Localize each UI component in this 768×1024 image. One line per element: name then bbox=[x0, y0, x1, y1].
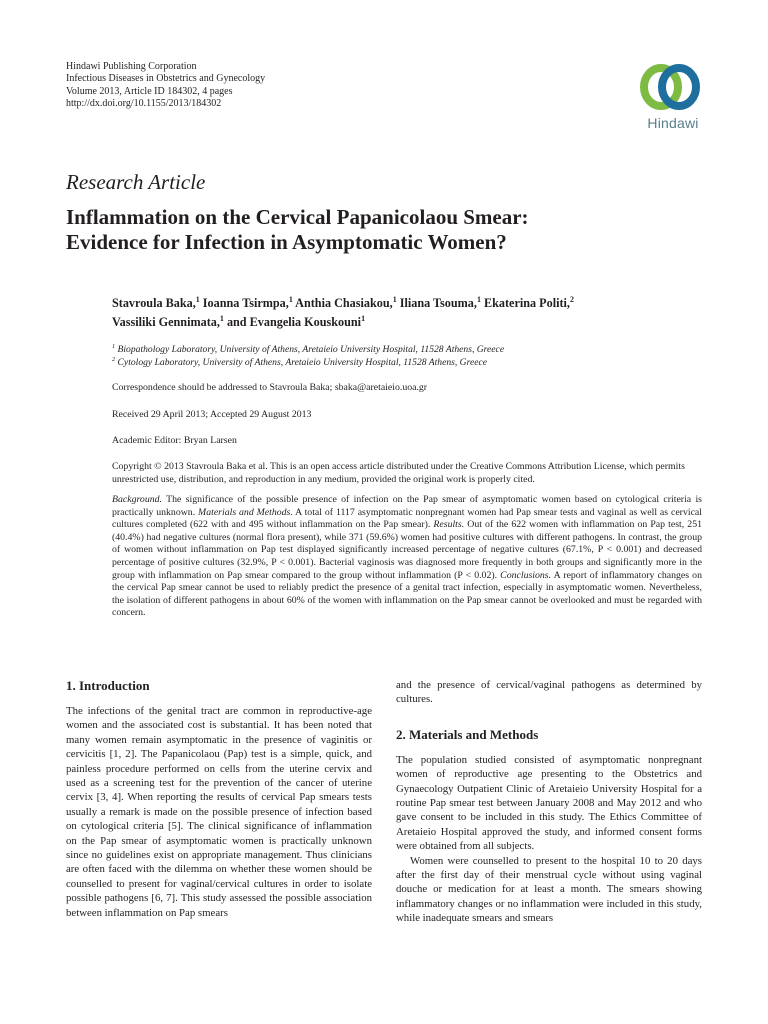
author: Stavroula Baka,$^1$ bbox=[112, 294, 200, 310]
affiliation: $^2$ Cytology Laboratory, University of Athens, Aretaieio University Hospital, 11528 Athens, Greece bbox=[112, 355, 488, 368]
author: and Evangelia Kouskouni$^1$ bbox=[226, 313, 366, 329]
abstract-label: Conclusions. bbox=[500, 569, 552, 581]
paper-title bbox=[66, 205, 706, 255]
methods-paragraph-1: The population studied consisted of asymptomatic nonpregnant women of reproductive age presenting to the Obstetrics and Gynaecology Outpatient Clinic of Aretaieio University Hospital for a routine Pap smear test between January 2008 and May 2012 and who gave consent to be included in this study. The Ethics Committee of Aretaieio Hospital approved the study, and informed consent forms were obtained from all subjects. bbox=[396, 753, 702, 853]
affiliations bbox=[112, 343, 712, 369]
author-list bbox=[112, 294, 712, 332]
journal-info bbox=[66, 61, 265, 111]
title-line-2: Evidence for Infection in Asymptomatic Women? bbox=[66, 230, 507, 254]
article-type: Research Article bbox=[66, 170, 206, 194]
abstract-label: Background. bbox=[112, 494, 162, 505]
hindawi-logo-icon bbox=[630, 58, 710, 118]
volume-info: Volume 2013, Article ID 184302, 4 pages bbox=[66, 85, 233, 97]
hindawi-logo-text: Hindawi bbox=[647, 115, 699, 131]
author: Iliana Tsouma,$^1$ bbox=[399, 294, 481, 310]
right-column bbox=[396, 678, 702, 926]
journal-name: Infectious Diseases in Obstetrics and Gynecology bbox=[66, 73, 266, 85]
continued-paragraph: and the presence of cervical/vaginal pathogens as determined by cultures. bbox=[396, 679, 702, 706]
doi-link[interactable]: http://dx.doi.org/10.1155/2013/184302 bbox=[66, 98, 222, 110]
affiliation: $^1$ Biopathology Laboratory, University of Athens, Aretaieio University Hospital, 11528 Athens, Greece bbox=[112, 342, 505, 355]
abstract-label: Results. bbox=[433, 519, 465, 531]
intro-paragraph: The infections of the genital tract are common in reproductive-age women and the associated cost is substantial. It has been noted that many women remain asymptomatic in the presence of vaginitis or cervicitis [1, 2]. The Papanicolaou (Pap) test is a simple, quick, and painless procedure performed on cells from the uterine cervix and used as a screening test for the prevention of the cancer of uterine cervix [3, 4]. When reporting the results of cervical Pap smears tests usually a remark is made on the possible presence of infection based on cytological criteria [5]. The clinical significance of inflammation on the Pap smear of asymptomatic women is practically unknown since no guidelines exist on appropriate management. Thus clinicians are often faced with the dilemma on whether these women should be counselled to present for vaginal/cervical cultures in order to isolate possible pathogens [6, 7]. This study assessed the possible association between inflammation on Pap smears bbox=[66, 705, 372, 919]
left-column bbox=[66, 678, 372, 920]
received-dates: Received 29 April 2013; Accepted 29 August 2013 bbox=[112, 409, 312, 420]
title-line-1: Inflammation on the Cervical Papanicolaou Smear: bbox=[66, 205, 529, 229]
abstract-text: A total of 1117 asymptomatic nonpregnant women had Pap smear tests and vaginal as well as cervical cultures completed (622 with and 495 without inflammation on the Pap smear). bbox=[112, 506, 702, 531]
copyright-notice: Copyright © 2013 Stavroula Baka et al. This is an open access article distributed under the Creative Commons Attribution License, which permits unrestricted use, distribution, and reproduction in any medium, provided the original work is properly cited. bbox=[112, 461, 685, 485]
academic-editor: Academic Editor: Bryan Larsen bbox=[112, 435, 237, 446]
abstract-text: Out of the 622 women with inflammation on Pap test, 251 (40.4%) had negative cultures (normal flora present), while 371 (59.6%) women had positive cultures with different pathogens. In contrast, the group of women without inflammation on Pap test displayed significantly increased percentage of negative cultures (67.1%, P < 0.001) and decreased percentage of positive cultures (32.9%, P < 0.001). Bacterial vaginosis was diagnosed more frequently in both groups and significantly more in the group with inflammation on Pap smear compared to the group without inflammation (P < 0.02). bbox=[112, 519, 702, 581]
author: Ekaterina Politi,$^2$ bbox=[483, 294, 574, 310]
author: Vassiliki Gennimata,$^1$ bbox=[112, 313, 224, 329]
abstract-label: Materials and Methods. bbox=[198, 506, 293, 518]
publisher: Hindawi Publishing Corporation bbox=[66, 61, 197, 72]
author: Ioanna Tsirmpa,$^1$ bbox=[202, 294, 293, 310]
correspondence: Correspondence should be addressed to Stavroula Baka; sbaka@aretaieio.uoa.gr bbox=[112, 382, 428, 393]
abstract-text: The significance of the possible presence of infection on the Pap smear of asymptomatic women based on cytological criteria is practically unknown. bbox=[112, 494, 702, 518]
abstract bbox=[112, 494, 702, 620]
abstract-text: A report of inflammatory changes on the cervical Pap smear cannot be used to reliably predict the presence of a genital tract infection, especially in asymptomatic women. Nevertheless, the isolation of different pathogens in about 60% of the women with inflammation on the Pap smear cannot be overlooked and must be regarded with concern. bbox=[112, 569, 702, 619]
methods-paragraph-2: Women were counselled to present to the hospital 10 to 20 days after the first day of their menstrual cycle without using vaginal douche or medication for at least a month. The smears showing inflammatory changes or no inflammation were included in this study, while inadequate smears and smears bbox=[396, 854, 702, 925]
section-heading-methods: 2. Materials and Methods bbox=[396, 726, 539, 742]
section-heading-introduction: 1. Introduction bbox=[66, 678, 150, 693]
author: Anthia Chasiakou,$^1$ bbox=[295, 294, 397, 310]
